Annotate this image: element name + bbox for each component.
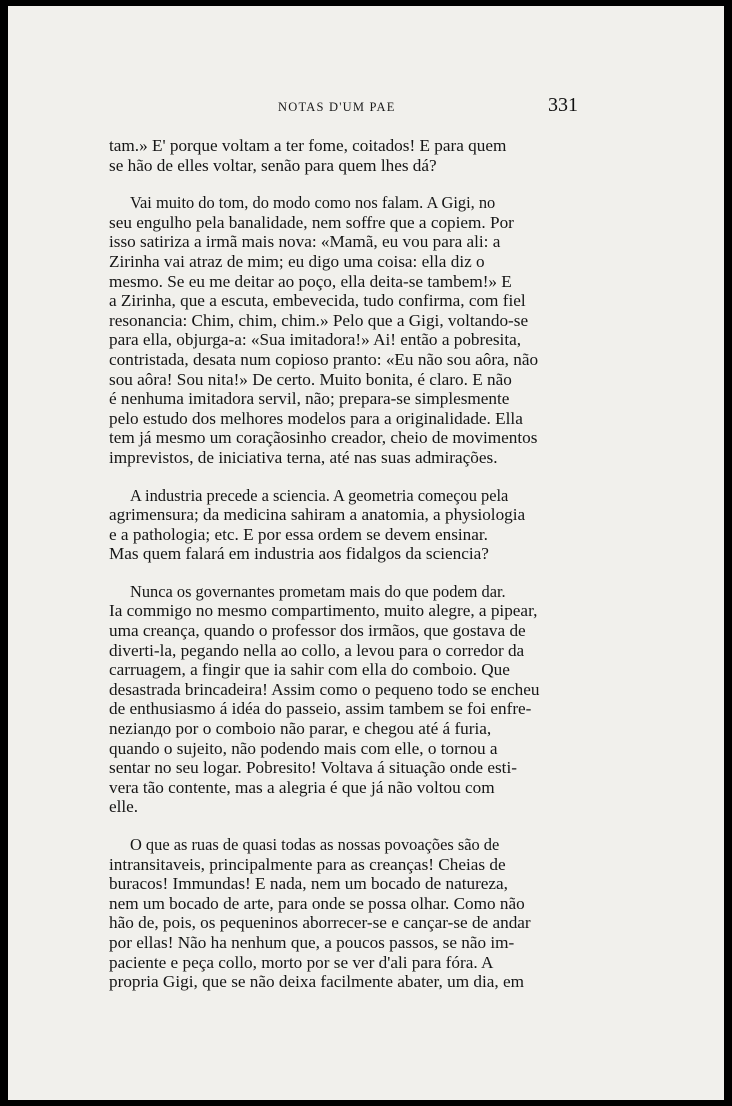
paragraph xyxy=(109,835,587,992)
body-text xyxy=(109,136,587,992)
text-line: sentar no seu logar. Pobresito! Voltava á situação onde esti- xyxy=(109,758,517,778)
text-line: uma creança, quando o professor dos irmãos, que gostava de xyxy=(109,621,526,641)
text-line: pelo estudo dos melhores modelos para a originalidade. Ella xyxy=(109,408,523,428)
text-line: agrimensura; da medicina sahiram a anatomia, a physiologia xyxy=(109,505,526,525)
text-line: A industria precede a sciencia. A geometria começou pela xyxy=(129,485,509,505)
text-line: hão de, pois, os pequeninos aborrecer-se e cançar-se de andar xyxy=(109,913,531,933)
paragraph xyxy=(109,136,587,175)
text-line: e a pathologia; etc. E por essa ordem se devem ensinar. xyxy=(109,524,488,544)
paragraph xyxy=(109,193,587,467)
text-line: desastrada brincadeira! Assim como o pequeno todo se encheu xyxy=(109,679,540,699)
text-line: Nunca os governantes prometam mais do que podem dar. xyxy=(129,581,506,601)
text-line: elle. xyxy=(109,797,139,817)
text-line: diverti-la, pegando nella ao collo, a levou para o corredor da xyxy=(109,640,525,660)
text-line: seu engulho pela banalidade, nem soffre que a copiem. Por xyxy=(109,212,514,232)
text-line: Mas quem falará em industria aos fidalgos da sciencia? xyxy=(109,544,489,564)
paragraph xyxy=(109,582,587,817)
text-line: mesmo. Se eu me deitar ao poço, ella deita-se tambem!» E xyxy=(109,271,512,291)
paragraph xyxy=(109,486,587,564)
text-line: vera tão contente, mas a alegria é que já não voltou com xyxy=(109,777,495,797)
text-line: para ella, objurga-a: «Sua imitadora!» Ai! então a pobresita, xyxy=(109,330,522,350)
text-line: nezianдо por o comboio não parar, e chegou até á furia, xyxy=(109,719,492,739)
book-page xyxy=(8,6,724,1100)
text-line: Vai muito do tom, do modo como nos falam. A Gigi, no xyxy=(129,193,496,213)
running-head: NOTAS D'UM PAE xyxy=(278,100,396,114)
text-line: nem um bocado de arte, para onde se possa olhar. Como não xyxy=(109,893,525,913)
text-line: buracos! Immundas! E nada, nem um bocado de natureza, xyxy=(109,874,508,894)
text-line: intransitaveis, principalmente para as creanças! Cheias de xyxy=(109,854,506,874)
text-line: contristada, desata num copioso pranto: «Eu não sou aôra, não xyxy=(109,349,539,369)
text-line: quando o sujeito, não podendo mais com elle, o tornou a xyxy=(109,738,498,758)
text-line: Zirinha vai atraz de mim; eu digo uma coisa: ella diz o xyxy=(109,251,485,271)
text-line: é nenhuma imitadora servil, não; prepara-se simplesmente xyxy=(109,389,510,409)
text-line: resonancia: Chim, chim, chim.» Pelo que a Gigi, voltando-se xyxy=(109,310,529,330)
text-line: de enthusiasmo á idéa do passeio, assim tambem se foi enfre- xyxy=(109,699,532,719)
text-line: imprevistos, de iniciativa terna, até nas suas admirações. xyxy=(109,447,498,467)
text-line: isso satiriza a irmã mais nova: «Mamã, eu vou para ali: a xyxy=(109,232,501,252)
page-header xyxy=(8,96,724,120)
text-line: se hão de elles voltar, senão para quem lhes dá? xyxy=(109,155,437,175)
text-line: a Zirinha, que a escuta, embevecida, tudo confirma, com fiel xyxy=(109,291,526,311)
text-line: O que as ruas de quasi todas as nossas povoações são de xyxy=(129,835,500,854)
text-line: sou aôra! Sou nita!» De certo. Muito bonita, é claro. E não xyxy=(109,369,512,389)
text-line: tem já mesmo um coraçãosinho creador, cheio de movimentos xyxy=(109,428,538,448)
text-line: tam.» E' porque voltam a ter fome, coitados! E para quem xyxy=(109,136,507,155)
text-line: Ia commigo no mesmo compartimento, muito alegre, a pipear, xyxy=(109,601,538,621)
text-line: paciente e peça collo, morto por se ver d'ali para fóra. A xyxy=(109,952,494,972)
text-line: carruagem, a fingir que ia sahir com ella do comboio. Que xyxy=(109,660,510,680)
page-number: 331 xyxy=(548,94,578,116)
text-line: propria Gigi, que se não deixa facilmente abater, um dia, em xyxy=(109,972,524,992)
text-line: por ellas! Não ha nenhum que, a poucos passos, se não im- xyxy=(109,932,515,952)
